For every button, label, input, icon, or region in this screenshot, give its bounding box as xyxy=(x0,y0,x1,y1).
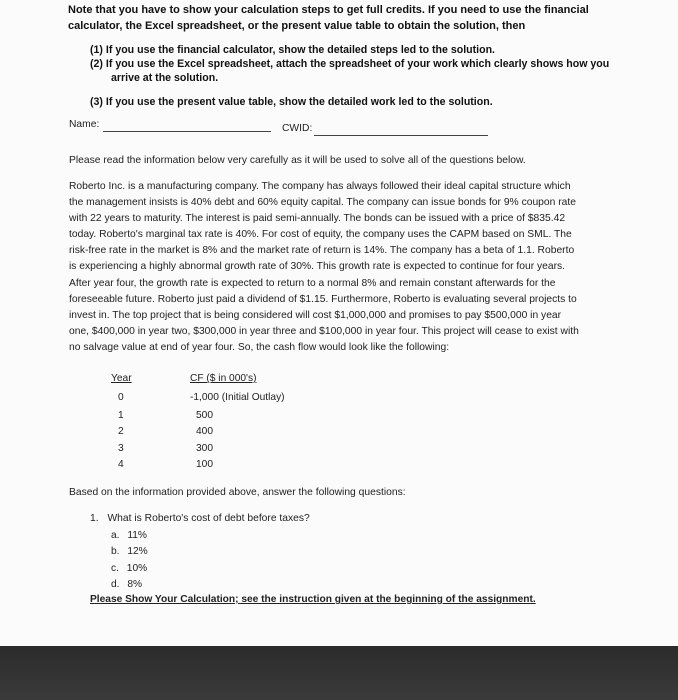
table-header-cf: CF ($ in 000's) xyxy=(190,373,257,384)
scenario-line: is experiencing a highly abnormal growth rate of 30%. This growth rate is expected to continue for four years. xyxy=(69,261,566,273)
table-cell-year: 2 xyxy=(118,426,124,437)
option-value: 10% xyxy=(126,563,148,574)
table-cell-year: 4 xyxy=(118,459,124,470)
note-line-1: Note that you have to show your calculation steps to get full credits. If you need to use the financial xyxy=(68,4,589,16)
option-value: 11% xyxy=(127,530,147,541)
option-letter: c. xyxy=(111,563,119,574)
table-cell-cf: 400 xyxy=(196,426,213,437)
cwid-input-line[interactable] xyxy=(314,135,488,136)
option-letter: a. xyxy=(111,530,120,541)
scenario-line: today. Roberto's marginal tax rate is 40%. For cost of equity, the company uses the CAPM based on SML. The xyxy=(69,229,572,241)
scenario-paragraph xyxy=(69,179,579,356)
scenario-line: one, $400,000 in year two, $300,000 in year three and $100,000 in year four. This project will cease to exist with xyxy=(69,325,579,337)
step-1-text: If you use the financial calculator, show the detailed steps led to the solution. xyxy=(105,44,495,56)
option-b xyxy=(111,546,148,557)
scenario-line: Roberto Inc. is a manufacturing company. The company has always followed their ideal capital structure which xyxy=(69,181,571,192)
table-cell-cf: -1,000 (Initial Outlay) xyxy=(190,392,285,403)
step-2 xyxy=(90,58,609,71)
name-input-line[interactable] xyxy=(103,131,271,132)
questions-intro: Based on the information provided above, answer the following questions: xyxy=(69,487,406,498)
table-cell-cf: 500 xyxy=(196,410,213,421)
table-cell-cf: 100 xyxy=(196,459,213,470)
step-3 xyxy=(90,96,493,109)
option-letter: d. xyxy=(111,579,120,590)
scenario-line: with 22 years to maturity. The interest is paid semi-annually. The bonds can be issued with a price of $835.42 xyxy=(69,213,566,225)
dark-bottom-band xyxy=(0,646,678,700)
scenario-line: invest in. The top project that is being considered will cost $1,000,000 and promises to pay $500,000 in year xyxy=(69,309,562,321)
option-letter: b. xyxy=(111,546,120,557)
step-1 xyxy=(90,44,495,57)
step-3-number: (3) xyxy=(90,96,103,108)
table-cell-year: 0 xyxy=(118,392,124,403)
option-value: 8% xyxy=(127,579,143,590)
table-cell-year: 3 xyxy=(118,443,124,454)
step-2-text: If you use the Excel spreadsheet, attach the spreadsheet of your work which clearly shows how you xyxy=(105,58,610,70)
option-c xyxy=(111,563,147,574)
cwid-label: CWID: xyxy=(282,123,313,134)
question-text: What is Roberto's cost of debt before taxes? xyxy=(107,513,310,524)
name-label: Name: xyxy=(69,119,100,130)
scenario-line: risk-free rate in the market is 8% and the market rate of return is 14%. The company has a beta of 1.1. Roberto xyxy=(69,245,575,257)
step-2-number: (2) xyxy=(90,58,103,70)
table-header-year: Year xyxy=(111,373,132,384)
table-cell-cf: 300 xyxy=(196,443,213,454)
question-number: 1. xyxy=(90,513,99,524)
option-value: 12% xyxy=(127,546,148,557)
calculation-instruction: Please Show Your Calculation; see the instruction given at the beginning of the assignment. xyxy=(90,594,536,605)
scenario-line: the management insists is 40% debt and 60% equity capital. The company can issue bonds for 9% coupon rate xyxy=(69,197,576,209)
question-1 xyxy=(90,511,310,527)
step-2-continued: arrive at the solution. xyxy=(111,72,219,84)
note-line-2: calculator, the Excel spreadsheet, or the present value table to obtain the solution, then xyxy=(68,20,526,32)
intro-text: Please read the information below very carefully as it will be used to solve all of the questions below. xyxy=(69,155,526,166)
scenario-line: foreseeable future. Roberto just paid a dividend of $1.15. Furthermore, Roberto is evaluating several projects to xyxy=(69,293,577,305)
scenario-line: no salvage value at end of year four. So, the cash flow would look like the following: xyxy=(69,341,450,353)
scenario-line: After year four, the growth rate is expected to return to a normal 8% and remain constant afterwards for the xyxy=(69,277,556,289)
option-a xyxy=(111,530,147,541)
option-d xyxy=(111,579,142,590)
table-cell-year: 1 xyxy=(118,410,124,421)
step-3-text: If you use the present value table, show the detailed work led to the solution. xyxy=(105,96,493,108)
step-1-number: (1) xyxy=(90,44,103,56)
